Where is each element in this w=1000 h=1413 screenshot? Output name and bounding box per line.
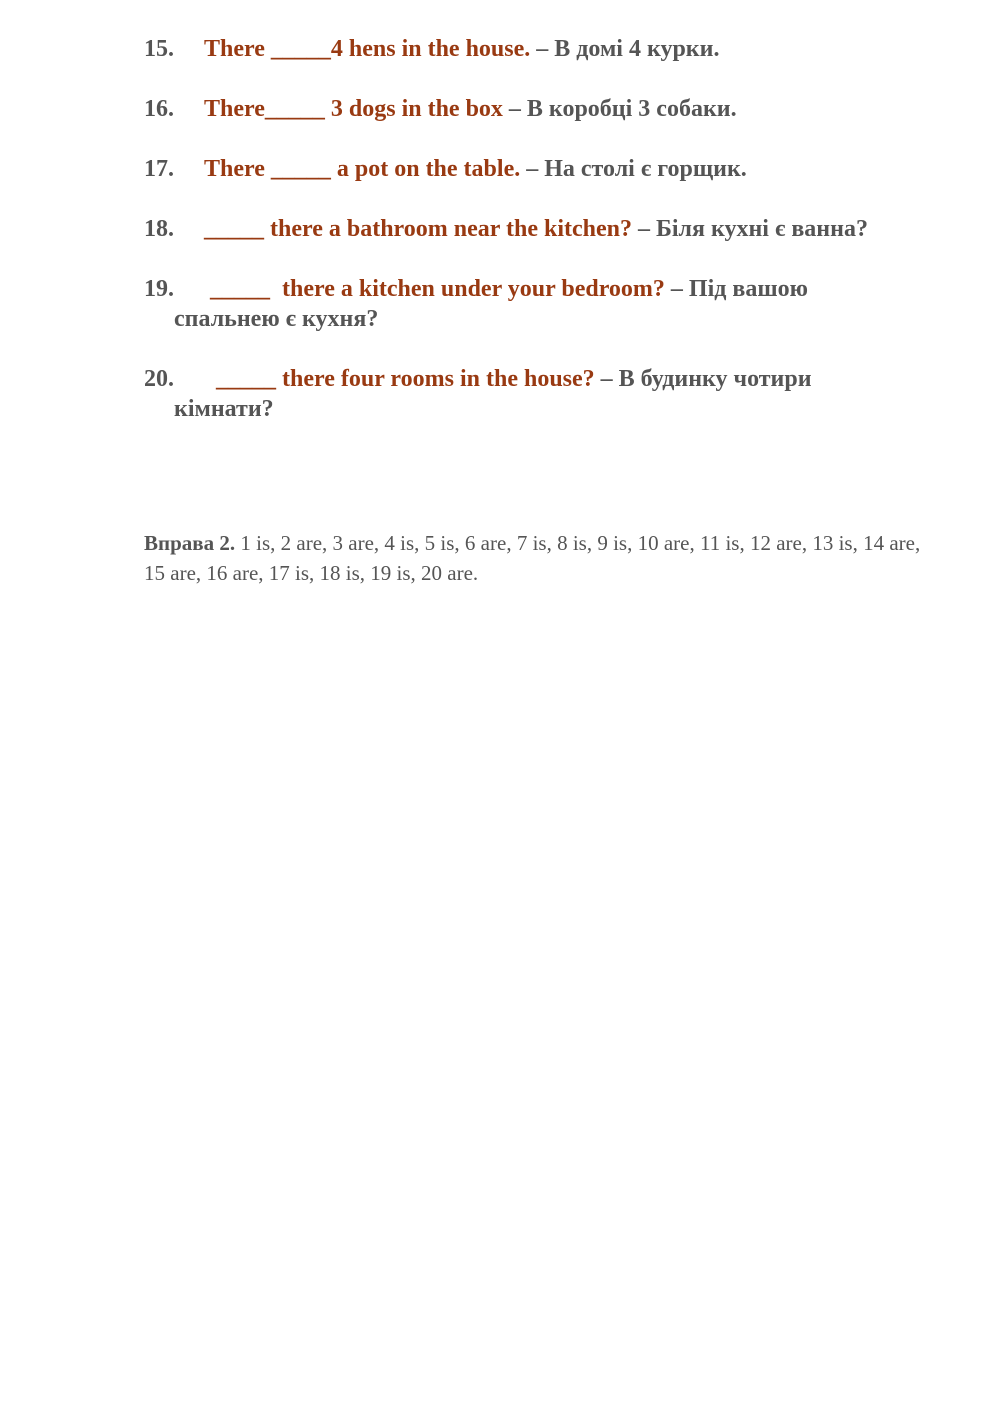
item-number: 17. — [144, 156, 174, 182]
exercise-line — [144, 274, 808, 304]
answer-key-label: Вправа 2. — [144, 531, 236, 555]
exercise-item-18 — [144, 214, 868, 244]
answer-key-text: 1 is, 2 are, 3 are, 4 is, 5 is, 6 are, 7 is, 8 is, 9 is, 10 are, 11 is, 12 are, 13 is, 14 are, 15 are, 16 are, 17 is, 18 is, 19 is, 20 are. — [144, 531, 921, 585]
english-sentence: _____ there four rooms in the house? — [204, 366, 595, 392]
exercise-line — [144, 154, 747, 184]
exercise-line — [144, 34, 719, 64]
english-sentence: _____ there a bathroom near the kitchen? — [204, 216, 632, 242]
english-sentence: There _____4 hens in the house. — [204, 36, 531, 62]
english-sentence: There_____ 3 dogs in the box — [204, 96, 503, 122]
english-sentence: _____ there a kitchen under your bedroom? — [204, 276, 665, 302]
answer-key — [144, 528, 934, 588]
ukrainian-translation: – В домі 4 курки. — [530, 36, 720, 62]
ukrainian-translation-continuation: кімнати? — [174, 396, 274, 422]
ukrainian-translation: – Під вашою — [664, 276, 808, 302]
exercise-item-17 — [144, 154, 747, 184]
item-number: 15. — [144, 36, 174, 62]
ukrainian-translation: – В будинку чотири — [594, 366, 812, 392]
ukrainian-translation: – На столі є горщик. — [520, 156, 747, 182]
ukrainian-translation: – Біля кухні є ванна? — [631, 216, 868, 242]
item-number: 16. — [144, 96, 174, 122]
item-number: 19. — [144, 276, 174, 302]
exercise-item-19 — [144, 274, 808, 334]
ukrainian-translation: – В коробці 3 собаки. — [502, 96, 737, 122]
exercise-item-15 — [144, 34, 719, 64]
exercise-item-16 — [144, 94, 737, 124]
exercise-item-20 — [144, 364, 812, 424]
item-number: 18. — [144, 216, 174, 242]
item-number: 20. — [144, 366, 174, 392]
ukrainian-translation-continuation: спальнею є кухня? — [174, 306, 379, 332]
exercise-line — [144, 94, 737, 124]
english-sentence: There _____ a pot on the table. — [204, 156, 521, 182]
exercise-line — [144, 214, 868, 244]
exercise-line — [144, 364, 812, 394]
